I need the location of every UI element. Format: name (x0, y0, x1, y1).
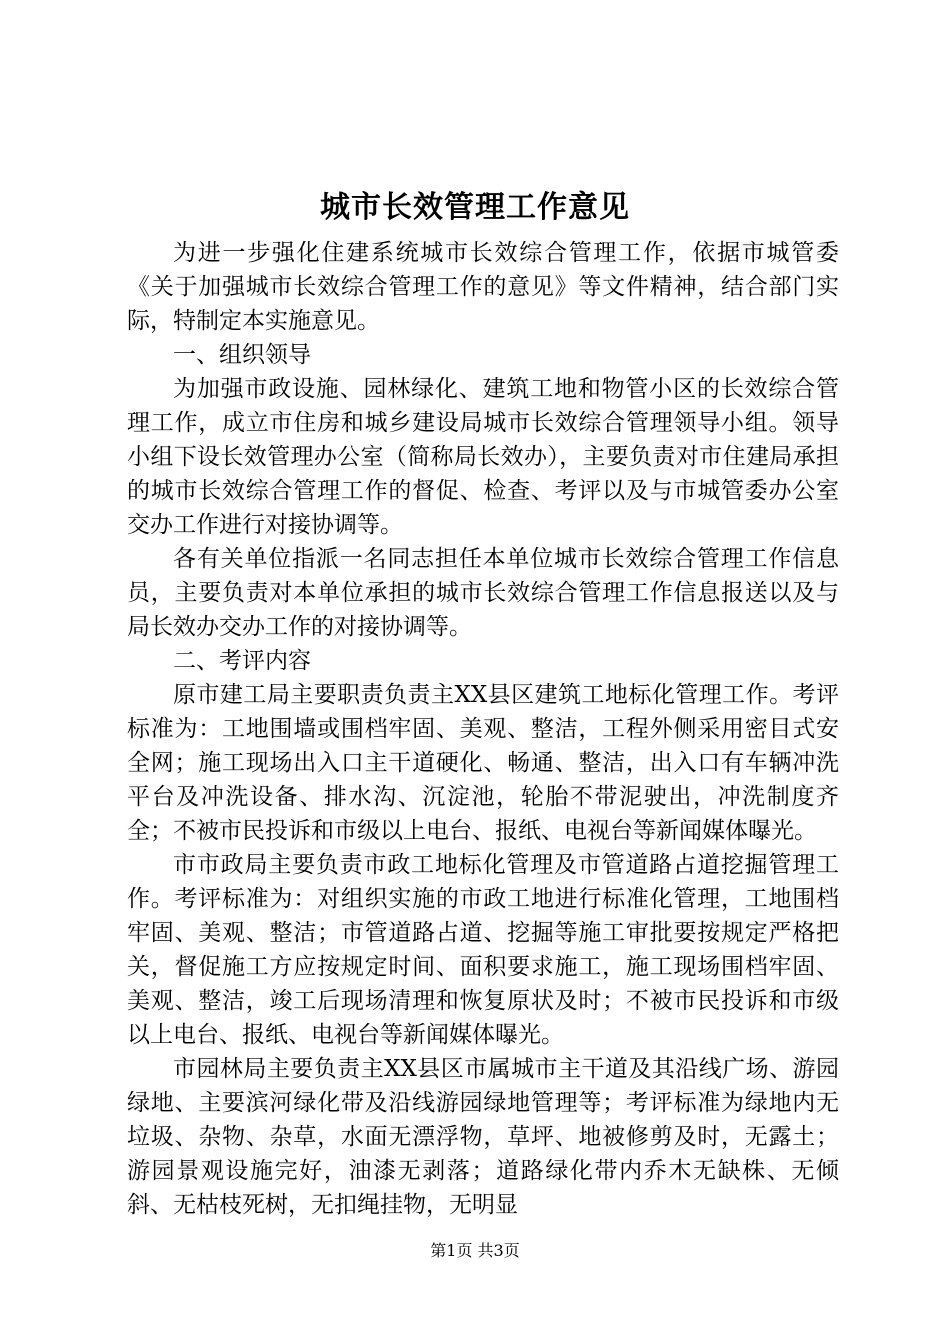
section-heading-evaluation: 二、考评内容 (173, 648, 311, 674)
document-title: 城市长效管理工作意见 (320, 190, 630, 225)
page-footer: 第1页 共3页 (430, 1241, 520, 1260)
intro-paragraph: 为进一步强化住建系统城市长效综合管理工作，依据市城管委《关于加强城市长效综合管理工作的意见》等文件精神，结合部门实际，特制定本实施意见。 (127, 240, 839, 334)
paragraph-garden-bureau: 市园林局主要负责主XX县区市属城市主干道及其沿线广场、游园绿地、主要滨河绿化带及沿线游园绿地管理等；考评标准为绿地内无垃圾、杂物、杂草，水面无漂浮物，草坪、地被修剪及时，无露土；游园景观设施完好，油漆无剥落；道路绿化带内乔木无缺株、无倾斜、无枯枝死树，无扣绳挂物，无明显 (127, 1056, 839, 1218)
paragraph-information-officer: 各有关单位指派一名同志担任本单位城市长效综合管理工作信息员，主要负责对本单位承担的城市长效综合管理工作信息报送以及与局长效办交办工作的对接协调等。 (127, 546, 839, 640)
document-body (127, 236, 839, 1222)
paragraph-municipal-bureau: 市市政局主要负责市政工地标化管理及市管道路占道挖掘管理工作。考评标准为：对组织实施的市政工地进行标准化管理，工地围档牢固、美观、整洁；市管道路占道、挖掘等施工审批要按规定严格把关，督促施工方应按规定时间、面积要求施工，施工现场围档牢固、美观、整洁，竣工后现场清理和恢复原状及时；不被市民投诉和市级以上电台、报纸、电视台等新闻媒体曝光。 (127, 852, 839, 1048)
paragraph-leading-group: 为加强市政设施、园林绿化、建筑工地和物管小区的长效综合管理工作，成立市住房和城乡建设局城市长效综合管理领导小组。领导小组下设长效管理办公室（简称局长效办），主要负责对市住建局承担的城市长效综合管理工作的督促、检查、考评以及与市城管委办公室交办工作进行对接协调等。 (127, 376, 839, 538)
section-heading-organization: 一、组织领导 (173, 342, 311, 368)
paragraph-construction-bureau: 原市建工局主要职责负责主XX县区建筑工地标化管理工作。考评标准为：工地围墙或围档牢固、美观、整洁，工程外侧采用密目式安全网；施工现场出入口主干道硬化、畅通、整洁，出入口有车辆冲洗平台及冲洗设备、排水沟、沉淀池，轮胎不带泥驶出，冲洗制度齐全；不被市民投诉和市级以上电台、报纸、电视台等新闻媒体曝光。 (127, 682, 839, 844)
